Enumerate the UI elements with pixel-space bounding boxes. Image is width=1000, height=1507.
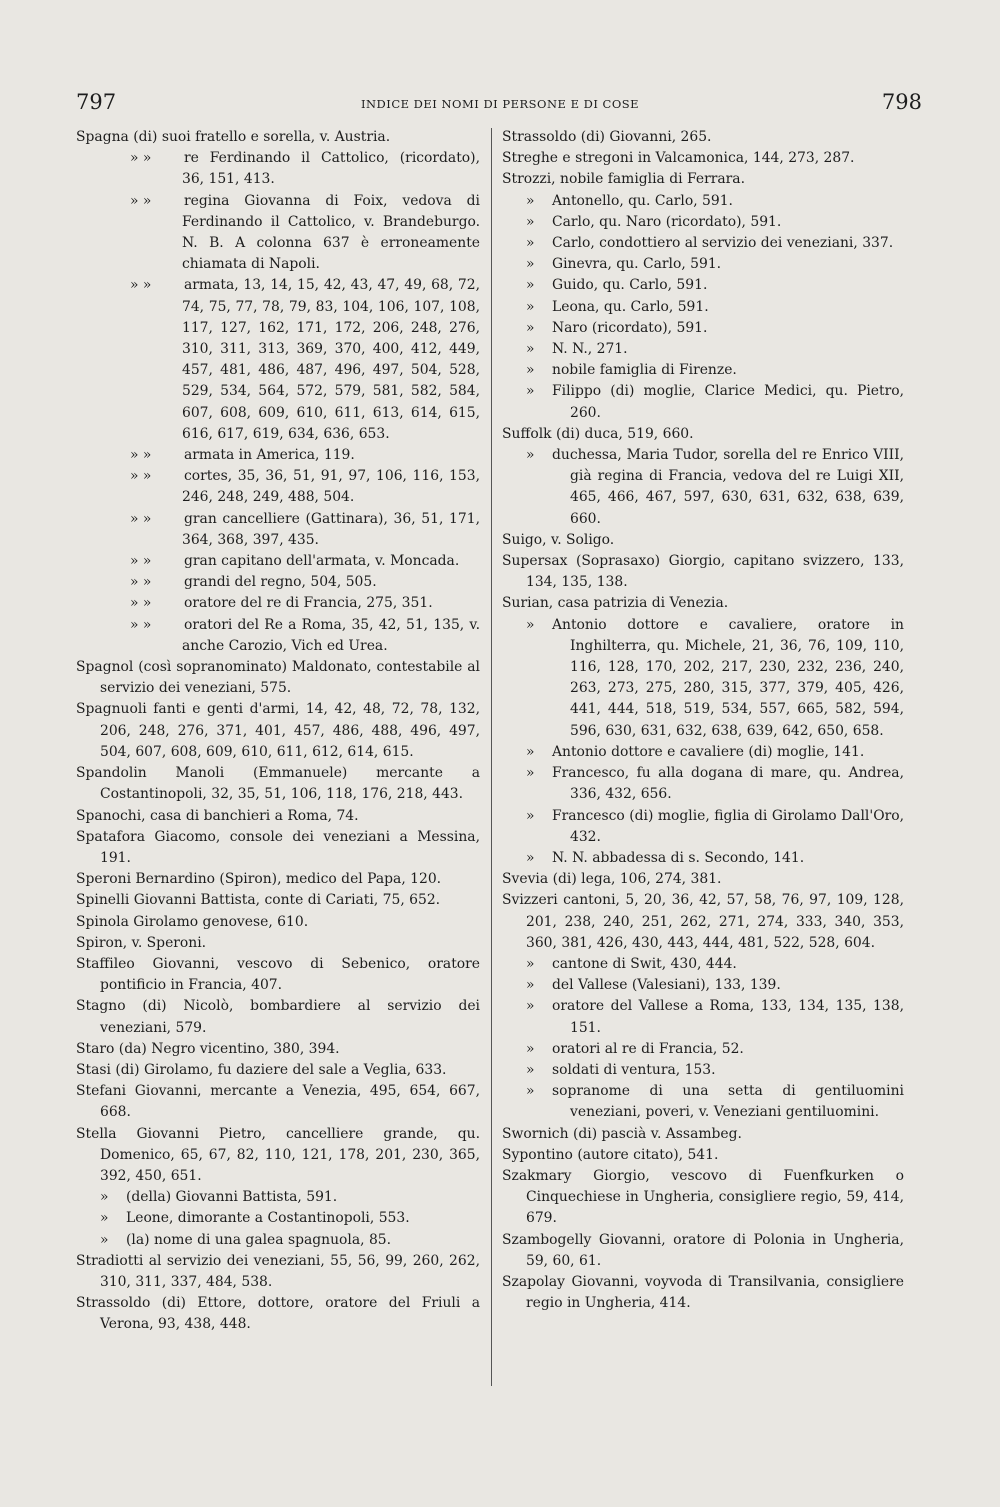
entry-text: Francesco, fu alla dogana di mare, qu. Andrea, 336, 432, 656. (552, 765, 904, 803)
index-entry (502, 148, 904, 169)
ditto-mark: » (100, 1189, 109, 1206)
ditto-mark: » (526, 256, 535, 273)
ditto-mark: » (526, 192, 535, 209)
page-number-left: 797 (76, 90, 117, 114)
index-entry (502, 360, 904, 381)
ditto-mark: » » (130, 192, 152, 209)
ditto-mark: » (526, 298, 535, 315)
entry-text: Stagno (di) Nicolò, bombardiere al servizio dei veneziani, 579. (76, 998, 480, 1036)
entry-text: Antonello, qu. Carlo, 591. (552, 192, 733, 209)
ditto-mark: » (526, 213, 535, 230)
index-entry (76, 933, 480, 954)
ditto-mark: » » (130, 510, 152, 527)
entry-text: Spanochi, casa di banchieri a Roma, 74. (76, 807, 359, 824)
index-entry (502, 212, 904, 233)
index-entry (76, 657, 480, 699)
index-entry (502, 869, 904, 890)
right-column (502, 127, 904, 1314)
entry-text: Strassoldo (di) Giovanni, 265. (502, 129, 712, 145)
index-entry (502, 530, 904, 551)
index-entry (502, 233, 904, 254)
index-entry (502, 806, 904, 848)
ditto-mark: » » (130, 553, 152, 570)
ditto-mark: » (100, 1210, 109, 1227)
entry-text: sopranome di una setta di gentiluomini veneziani, poveri, v. Veneziani gentiluomini. (552, 1083, 904, 1121)
ditto-mark: » (526, 1040, 535, 1057)
entry-text: grandi del regno, 504, 505. (184, 574, 377, 591)
entry-text: Leona, qu. Carlo, 591. (552, 298, 709, 315)
entry-text: gran capitano dell'armata, v. Moncada. (184, 553, 460, 570)
index-entry (502, 169, 904, 190)
index-entry (76, 551, 480, 572)
entry-text: Naro (ricordato), 591. (552, 319, 708, 336)
index-entry (502, 996, 904, 1038)
entry-text: Antonio dottore e cavaliere (di) moglie, 141. (552, 743, 865, 760)
entry-text: Stella Giovanni Pietro, cancelliere grande, qu. Domenico, 65, 67, 82, 110, 121, 178, 201, 230, 365, 392, 450, 651. (76, 1125, 480, 1184)
index-entry (502, 848, 904, 869)
index-entry (502, 1039, 904, 1060)
index-entry (76, 1124, 480, 1188)
ditto-mark: » » (130, 468, 152, 485)
index-entry (502, 551, 904, 593)
entry-text: duchessa, Maria Tudor, sorella del re Enrico VIII, già regina di Francia, vedova del re Luigi XII, 465, 466, 467, 597, 630, 631, 632, 638, 639, 660. (552, 447, 904, 527)
index-entry (76, 1060, 480, 1081)
ditto-mark: » » (130, 277, 152, 294)
entry-text: Swornich (di) pascià v. Assambeg. (502, 1125, 742, 1142)
entry-text: oratori al re di Francia, 52. (552, 1040, 744, 1057)
index-entry (502, 445, 904, 530)
index-entry (502, 127, 904, 148)
entry-text: Surian, casa patrizia di Venezia. (502, 595, 729, 612)
index-entry (502, 1081, 904, 1123)
entry-text: Spinola Girolamo genovese, 610. (76, 913, 309, 930)
index-entry (502, 1124, 904, 1145)
index-entry (76, 572, 480, 593)
entry-text: Guido, qu. Carlo, 591. (552, 277, 708, 294)
entry-text: Staffileo Giovanni, vescovo di Sebenico, oratore pontificio in Francia, 407. (76, 955, 480, 994)
ditto-mark: » » (130, 616, 152, 633)
index-entry (76, 1293, 480, 1335)
index-entry (502, 1166, 904, 1230)
entry-text: Szakmary Giorgio, vescovo di Fuenfkurken o Cinquechiese in Ungheria, consigliere regio, 59, 414, 679. (502, 1167, 904, 1227)
index-entry (76, 1039, 480, 1060)
page-number-right: 798 (881, 90, 922, 114)
entry-text: Spagnuoli fanti e genti d'armi, 14, 42, 48, 72, 78, 132, 206, 248, 276, 371, 401, 457, 486, 488, 496, 497, 504, 607, 608, 609, 610, 611, 612, 614, 615. (76, 701, 480, 760)
index-entry (502, 1145, 904, 1166)
index-entry (76, 1251, 480, 1293)
entry-text: Spandolin Manoli (Emmanuele) mercante a Costantinopoli, 32, 35, 51, 106, 118, 176, 218, 443. (76, 765, 480, 803)
index-entry (76, 1081, 480, 1123)
index-entry (76, 1230, 480, 1251)
entry-text: (della) Giovanni Battista, 591. (126, 1189, 338, 1206)
entry-text: Supersax (Soprasaxo) Giorgio, capitano svizzero, 133, 134, 135, 138. (502, 553, 904, 591)
entry-text: Spatafora Giacomo, console dei veneziani a Messina, 191. (76, 828, 480, 866)
ditto-mark: » (526, 277, 535, 294)
index-entry (76, 615, 480, 657)
index-entry (502, 254, 904, 275)
index-entry (502, 275, 904, 296)
entry-text: Carlo, qu. Naro (ricordato), 591. (552, 213, 782, 230)
ditto-mark: » (526, 807, 535, 824)
index-entry (76, 806, 480, 827)
index-entry (76, 1187, 480, 1208)
entry-text: Carlo, condottiero al servizio dei veneziani, 337. (552, 235, 894, 252)
index-entry (502, 191, 904, 212)
entry-text: N. N. abbadessa di s. Secondo, 141. (552, 849, 805, 866)
index-entry (76, 890, 480, 911)
index-entry (502, 339, 904, 360)
index-entry (502, 615, 904, 742)
entry-text: Streghe e stregoni in Valcamonica, 144, 273, 287. (502, 150, 855, 167)
index-entry (76, 509, 480, 551)
index-entry (76, 593, 480, 614)
index-entry (502, 593, 904, 614)
index-entry (76, 869, 480, 890)
entry-text: Strassoldo (di) Ettore, dottore, oratore del Friuli a Verona, 93, 438, 448. (76, 1295, 480, 1333)
entry-text: Suigo, v. Soligo. (502, 531, 615, 548)
entry-text: Svevia (di) lega, 106, 274, 381. (502, 871, 722, 888)
entry-text: Spagnol (così sopranominato) Maldonato, contestabile al servizio dei veneziani, 575. (76, 659, 480, 697)
index-entry (502, 890, 904, 954)
entry-text: del Vallese (Valesiani), 133, 139. (552, 977, 781, 994)
index-entry (502, 975, 904, 996)
entry-text: gran cancelliere (Gattinara), 36, 51, 171, 364, 368, 397, 435. (182, 510, 480, 548)
entry-text: soldati di ventura, 153. (552, 1061, 716, 1078)
entry-text: Leone, dimorante a Costantinopoli, 553. (126, 1210, 410, 1227)
ditto-mark: » » (130, 150, 152, 167)
ditto-mark: » (526, 977, 535, 994)
ditto-mark: » (526, 447, 535, 464)
entry-text: N. N., 271. (552, 341, 628, 358)
entry-text: Francesco (di) moglie, figlia di Girolamo Dall'Oro, 432. (552, 807, 904, 845)
entry-text: Szambogelly Giovanni, oratore di Polonia in Ungheria, 59, 60, 61. (502, 1231, 904, 1269)
ditto-mark: » (526, 235, 535, 252)
index-entry (76, 912, 480, 933)
entry-text: Staro (da) Negro vicentino, 380, 394. (76, 1040, 340, 1057)
entry-text: regina Giovanna di Foix, vedova di Ferdinando il Cattolico, v. Brandeburgo. N. B. A colonna 637 è erroneamente chiamata di Napoli. (182, 192, 480, 273)
ditto-mark: » (526, 849, 535, 866)
entry-text: Szapolay Giovanni, voyvoda di Transilvania, consigliere regio in Ungheria, 414. (502, 1273, 904, 1312)
index-entry (76, 466, 480, 508)
ditto-mark: » » (130, 574, 152, 591)
index-entry (76, 699, 480, 763)
entry-text: Filippo (di) moglie, Clarice Medici, qu. Pietro, 260. (552, 383, 904, 421)
ditto-mark: » (526, 743, 535, 760)
entry-text: Stradiotti al servizio dei veneziani, 55, 56, 99, 260, 262, 310, 311, 337, 484, 538. (76, 1252, 480, 1290)
index-entry (76, 191, 480, 276)
index-entry (76, 275, 480, 445)
ditto-mark: » » (130, 595, 152, 612)
index-entry (76, 996, 480, 1038)
index-entry (502, 1272, 904, 1314)
index-entry (502, 318, 904, 339)
ditto-mark: » (526, 362, 535, 379)
entry-text: cortes, 35, 36, 51, 91, 97, 106, 116, 153, 246, 248, 249, 488, 504. (182, 468, 480, 506)
index-entry (76, 954, 480, 996)
ditto-mark: » (526, 1083, 535, 1100)
entry-text: Speroni Bernardino (Spiron), medico del Papa, 120. (76, 871, 442, 888)
index-entry (502, 742, 904, 763)
entry-text: armata, 13, 14, 15, 42, 43, 47, 49, 68, 72, 74, 75, 77, 78, 79, 83, 104, 106, 107, 108, 117, 127, 162, 171, 172, 206, 248, 276, 310, 311, 313, 369, 370, 400, 412, 449, 457, 481, 486, 487, 496, 497, 504, 528, 529, 534, 564, 572, 579, 581, 582, 584, 607, 608, 609, 610, 611, 613, 614, 615, 616, 617, 619, 634, 636, 653. (182, 277, 480, 442)
index-entry (76, 827, 480, 869)
entry-text: Stefani Giovanni, mercante a Venezia, 495, 654, 667, 668. (76, 1083, 480, 1121)
index-entry (76, 127, 480, 148)
index-entry (502, 297, 904, 318)
ditto-mark: » (100, 1231, 109, 1248)
entry-text: armata in America, 119. (184, 447, 355, 464)
index-entry (76, 1208, 480, 1229)
ditto-mark: » (526, 765, 535, 782)
index-entry (502, 763, 904, 805)
ditto-mark: » (526, 341, 535, 358)
ditto-mark: » (526, 616, 535, 633)
entry-text: oratore del Vallese a Roma, 133, 134, 135, 138, 151. (552, 998, 904, 1036)
index-entry (502, 424, 904, 445)
entry-text: oratori del Re a Roma, 35, 42, 51, 135, v. anche Carozio, Vich ed Urea. (182, 616, 480, 654)
running-header: INDICE DEI NOMI DI PERSONE E DI COSE (360, 97, 640, 111)
ditto-mark: » (526, 383, 535, 400)
left-column (76, 127, 480, 1336)
entry-text: cantone di Swit, 430, 444. (552, 955, 737, 972)
index-entry (76, 445, 480, 466)
index-entry (76, 148, 480, 190)
ditto-mark: » (526, 955, 535, 972)
entry-text: Spagna (di) suoi fratello e sorella, v. Austria. (76, 129, 391, 145)
entry-text: oratore del re di Francia, 275, 351. (184, 595, 433, 612)
ditto-mark: » (526, 319, 535, 336)
entry-text: Strozzi, nobile famiglia di Ferrara. (502, 171, 745, 188)
entry-text: Stasi (di) Girolamo, fu daziere del sale a Veglia, 633. (76, 1061, 447, 1078)
entry-text: re Ferdinando il Cattolico, (ricordato), 36, 151, 413. (182, 150, 480, 188)
entry-text: nobile famiglia di Firenze. (552, 362, 737, 379)
index-entry (502, 954, 904, 975)
entry-text: Suffolk (di) duca, 519, 660. (502, 425, 694, 442)
column-divider (491, 128, 492, 1386)
index-entry (502, 381, 904, 423)
entry-text: Svizzeri cantoni, 5, 20, 36, 42, 57, 58, 76, 97, 109, 128, 201, 238, 240, 251, 262, 271, 274, 333, 340, 353, 360, 381, 426, 430, 443, 444, 481, 522, 528, 604. (502, 892, 904, 951)
index-entry (502, 1060, 904, 1081)
entry-text: Sypontino (autore citato), 541. (502, 1146, 719, 1163)
entry-text: Spiron, v. Speroni. (76, 934, 207, 951)
entry-text: Spinelli Giovanni Battista, conte di Cariati, 75, 652. (76, 892, 441, 909)
entry-text: (la) nome di una galea spagnuola, 85. (126, 1231, 392, 1248)
ditto-mark: » » (130, 447, 152, 464)
entry-text: Ginevra, qu. Carlo, 591. (552, 256, 722, 273)
entry-text: Antonio dottore e cavaliere, oratore in Inghilterra, qu. Michele, 21, 36, 76, 109, 110, 116, 128, 170, 202, 217, 230, 232, 236, 240, 263, 273, 275, 280, 315, 377, 379, 405, 426, 441, 444, 518, 519, 534, 557, 665, 582, 594, 596, 630, 631, 632, 638, 639, 642, 650, 658. (552, 616, 904, 739)
index-entry (502, 1230, 904, 1272)
index-entry (76, 763, 480, 805)
ditto-mark: » (526, 998, 535, 1015)
ditto-mark: » (526, 1061, 535, 1078)
